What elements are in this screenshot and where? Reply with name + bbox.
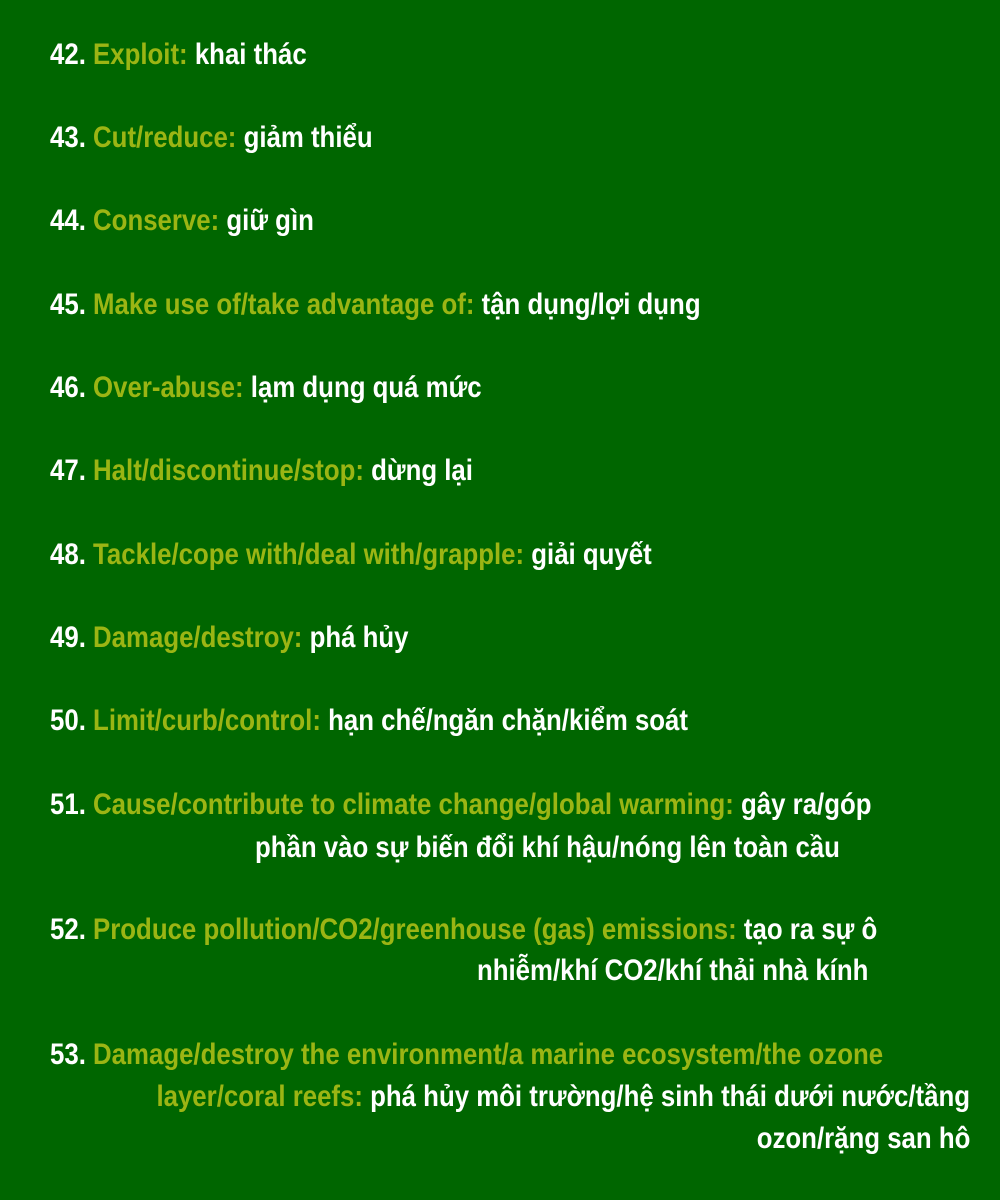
item-term: Damage/destroy the environment/a marine ecosystem/the ozone: [93, 1038, 884, 1071]
list-item: [50, 620, 467, 656]
item-meaning: giải quyết: [531, 538, 652, 571]
item-number: 47.: [50, 454, 86, 487]
item-meaning: phá hủy: [309, 621, 409, 654]
item-term: Produce pollution/CO2/greenhouse (gas) emissions:: [93, 913, 737, 946]
item-meaning: gây ra/góp: [741, 788, 872, 821]
item-term: layer/coral reefs:: [156, 1080, 363, 1113]
item-meaning: khai thác: [194, 38, 307, 71]
list-item: [50, 1037, 1000, 1073]
list-item-continuation: [477, 953, 932, 989]
list-item: [50, 787, 1000, 823]
list-item: [50, 453, 542, 489]
item-number: 49.: [50, 621, 86, 654]
item-meaning: hạn chế/ngăn chặn/kiểm soát: [328, 704, 688, 737]
item-term: Limit/curb/control:: [93, 704, 321, 737]
item-number: 46.: [50, 371, 86, 404]
item-meaning: phá hủy môi trường/hệ sinh thái dưới nước/tầng: [370, 1080, 970, 1113]
item-meaning: tạo ra sự ô: [743, 913, 878, 946]
item-number: 43.: [50, 121, 86, 154]
item-term: Make use of/take advantage of:: [93, 288, 475, 321]
item-number: 45.: [50, 288, 86, 321]
item-meaning: ozon/rặng san hô: [756, 1122, 970, 1155]
item-number: 51.: [50, 788, 86, 821]
item-number: 44.: [50, 204, 86, 237]
item-meaning: giữ gìn: [226, 204, 314, 237]
item-term: Conserve:: [93, 204, 220, 237]
list-item-continuation: [722, 1121, 970, 1157]
list-item: [50, 912, 1000, 948]
item-number: 50.: [50, 704, 86, 737]
item-number: 42.: [50, 38, 86, 71]
list-item: [50, 203, 357, 239]
item-term: Over-abuse:: [93, 371, 244, 404]
item-term: Cut/reduce:: [93, 121, 237, 154]
list-item: [50, 703, 792, 739]
list-item: [50, 287, 806, 323]
item-meaning: giảm thiểu: [243, 121, 373, 154]
list-item: [50, 537, 750, 573]
list-item-continuation: [24, 1079, 970, 1115]
item-term: Halt/discontinue/stop:: [93, 454, 364, 487]
item-term: Exploit:: [93, 38, 188, 71]
list-item: [50, 120, 425, 156]
item-term: Damage/destroy:: [93, 621, 303, 654]
item-meaning: phần vào sự biến đổi khí hậu/nóng lên toàn cầu: [255, 831, 840, 864]
list-item-continuation: [255, 830, 935, 866]
list-item: [50, 370, 552, 406]
item-number: 48.: [50, 538, 86, 571]
list-item: [50, 37, 348, 73]
item-meaning: lạm dụng quá mức: [250, 371, 482, 404]
item-meaning: nhiễm/khí CO2/khí thải nhà kính: [477, 954, 869, 987]
item-term: Cause/contribute to climate change/global warming:: [93, 788, 734, 821]
item-term: Tackle/cope with/deal with/grapple:: [93, 538, 525, 571]
item-number: 52.: [50, 913, 86, 946]
item-meaning: tận dụng/lợi dụng: [481, 288, 701, 321]
item-meaning: dừng lại: [371, 454, 473, 487]
item-number: 53.: [50, 1038, 86, 1071]
